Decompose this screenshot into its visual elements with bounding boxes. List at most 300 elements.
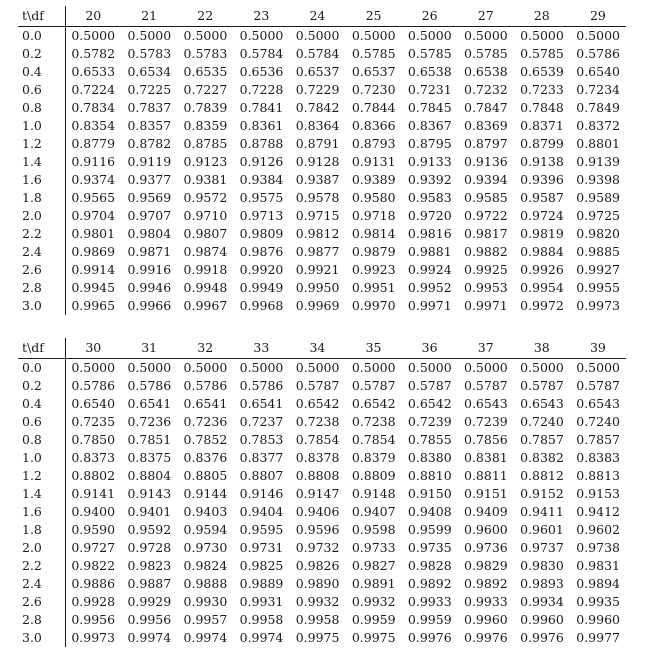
- probability-cell: 0.9824: [183, 558, 228, 573]
- df-header: 35: [345, 338, 401, 359]
- probability-cell: 0.9916: [127, 262, 172, 277]
- probability-cell: 0.9969: [295, 298, 340, 313]
- probability-cell: 0.9884: [520, 244, 564, 259]
- probability-cell: 0.5000: [520, 360, 564, 375]
- probability-cell: 0.9148: [351, 486, 396, 501]
- probability-cell: 0.9920: [239, 262, 284, 277]
- probability-cell: 0.7225: [127, 82, 172, 97]
- probability-cell: 0.9732: [295, 540, 340, 555]
- t-value: 3.0: [18, 629, 65, 647]
- probability-cell: 0.9403: [183, 504, 228, 519]
- t-value: 2.4: [18, 243, 65, 261]
- table-row: [18, 153, 626, 171]
- probability-cell: 0.6542: [351, 396, 396, 411]
- probability-cell: 0.6538: [464, 64, 508, 79]
- probability-cell: 0.9707: [127, 208, 172, 223]
- t-value: 2.2: [18, 225, 65, 243]
- table-row: [18, 521, 626, 539]
- probability-cell: 0.9411: [520, 504, 564, 519]
- probability-cell: 0.9409: [464, 504, 508, 519]
- t-value: 2.2: [18, 557, 65, 575]
- probability-cell: 0.9722: [464, 208, 508, 223]
- probability-cell: 0.6542: [295, 396, 340, 411]
- df-header: 28: [514, 6, 570, 27]
- probability-cell: 0.9126: [239, 154, 284, 169]
- probability-cell: 0.9892: [407, 576, 452, 591]
- t-value: 0.2: [18, 45, 65, 63]
- probability-cell: 0.9948: [183, 280, 228, 295]
- probability-cell: 0.9894: [576, 576, 620, 591]
- table-row: [18, 557, 626, 575]
- probability-cell: 0.8354: [71, 118, 116, 133]
- probability-cell: 0.5000: [520, 28, 564, 43]
- probability-cell: 0.9713: [239, 208, 284, 223]
- probability-cell: 0.9151: [464, 486, 508, 501]
- probability-cell: 0.9809: [239, 226, 284, 241]
- probability-cell: 0.9150: [407, 486, 452, 501]
- probability-cell: 0.8809: [351, 468, 396, 483]
- probability-cell: 0.8381: [464, 450, 508, 465]
- probability-cell: 0.9976: [520, 630, 564, 645]
- probability-cell: 0.8366: [351, 118, 396, 133]
- probability-cell: 0.9569: [127, 190, 172, 205]
- probability-cell: 0.8802: [71, 468, 116, 483]
- probability-cell: 0.9814: [351, 226, 396, 241]
- probability-cell: 0.9394: [464, 172, 508, 187]
- probability-cell: 0.5783: [183, 46, 228, 61]
- table-row: [18, 467, 626, 485]
- probability-cell: 0.9377: [127, 172, 172, 187]
- probability-cell: 0.8383: [576, 450, 620, 465]
- probability-cell: 0.5784: [295, 46, 340, 61]
- probability-cell: 0.9958: [295, 612, 340, 627]
- probability-cell: 0.8808: [295, 468, 340, 483]
- probability-cell: 0.9891: [351, 576, 396, 591]
- t-value: 0.0: [18, 359, 65, 378]
- t-value: 0.2: [18, 377, 65, 395]
- probability-cell: 0.9400: [71, 504, 116, 519]
- probability-cell: 0.9930: [183, 594, 228, 609]
- probability-cell: 0.9926: [520, 262, 564, 277]
- probability-cell: 0.9974: [183, 630, 228, 645]
- probability-cell: 0.9801: [71, 226, 116, 241]
- probability-cell: 0.9924: [407, 262, 452, 277]
- t-distribution-table-df-20-29: [18, 6, 626, 315]
- t-value: 2.8: [18, 611, 65, 629]
- t-value: 0.6: [18, 81, 65, 99]
- t-value: 1.0: [18, 449, 65, 467]
- t-value: 0.6: [18, 413, 65, 431]
- probability-cell: 0.8810: [407, 468, 452, 483]
- probability-cell: 0.9829: [464, 558, 508, 573]
- probability-cell: 0.9596: [295, 522, 340, 537]
- probability-cell: 0.6541: [127, 396, 172, 411]
- probability-cell: 0.6541: [239, 396, 284, 411]
- probability-cell: 0.9960: [576, 612, 620, 627]
- probability-cell: 0.9136: [464, 154, 508, 169]
- probability-cell: 0.6535: [183, 64, 228, 79]
- probability-cell: 0.9823: [127, 558, 172, 573]
- probability-cell: 0.9578: [295, 190, 340, 205]
- df-header: 36: [402, 338, 458, 359]
- probability-cell: 0.9374: [71, 172, 116, 187]
- probability-cell: 0.5787: [464, 378, 508, 393]
- t-value: 1.4: [18, 153, 65, 171]
- probability-cell: 0.6543: [576, 396, 620, 411]
- probability-cell: 0.8801: [576, 136, 620, 151]
- probability-cell: 0.8361: [239, 118, 284, 133]
- table-row: [18, 117, 626, 135]
- t-value: 0.8: [18, 99, 65, 117]
- probability-cell: 0.9119: [127, 154, 172, 169]
- probability-cell: 0.9396: [520, 172, 564, 187]
- probability-cell: 0.9715: [295, 208, 340, 223]
- probability-cell: 0.9731: [239, 540, 284, 555]
- probability-cell: 0.9975: [295, 630, 340, 645]
- probability-cell: 0.9401: [127, 504, 172, 519]
- df-header: 29: [570, 6, 626, 27]
- probability-cell: 0.9812: [295, 226, 340, 241]
- probability-cell: 0.9565: [71, 190, 116, 205]
- probability-cell: 0.9934: [520, 594, 564, 609]
- t-value: 1.6: [18, 503, 65, 521]
- probability-cell: 0.5000: [239, 360, 284, 375]
- probability-cell: 0.7227: [183, 82, 228, 97]
- probability-cell: 0.9959: [351, 612, 396, 627]
- df-header: 26: [402, 6, 458, 27]
- probability-cell: 0.9932: [351, 594, 396, 609]
- probability-cell: 0.8380: [407, 450, 452, 465]
- table-row: [18, 297, 626, 315]
- probability-cell: 0.8791: [295, 136, 340, 151]
- probability-cell: 0.8377: [239, 450, 284, 465]
- probability-cell: 0.9923: [351, 262, 396, 277]
- probability-cell: 0.9710: [183, 208, 228, 223]
- probability-cell: 0.9927: [576, 262, 620, 277]
- probability-cell: 0.9572: [183, 190, 228, 205]
- probability-cell: 0.9877: [295, 244, 340, 259]
- probability-cell: 0.6534: [127, 64, 172, 79]
- probability-cell: 0.5783: [127, 46, 172, 61]
- probability-cell: 0.9976: [407, 630, 452, 645]
- probability-cell: 0.9141: [71, 486, 116, 501]
- df-header: 22: [177, 6, 233, 27]
- probability-cell: 0.9585: [464, 190, 508, 205]
- probability-cell: 0.9888: [183, 576, 228, 591]
- probability-cell: 0.9718: [351, 208, 396, 223]
- probability-cell: 0.7837: [127, 100, 172, 115]
- df-header: 30: [65, 338, 121, 359]
- probability-cell: 0.9892: [464, 576, 508, 591]
- probability-cell: 0.8804: [127, 468, 172, 483]
- probability-cell: 0.5000: [407, 360, 452, 375]
- probability-cell: 0.9946: [127, 280, 172, 295]
- probability-cell: 0.8359: [183, 118, 228, 133]
- probability-cell: 0.5786: [71, 378, 116, 393]
- probability-cell: 0.9889: [239, 576, 284, 591]
- probability-cell: 0.5787: [295, 378, 340, 393]
- table-row: [18, 395, 626, 413]
- probability-cell: 0.9822: [71, 558, 116, 573]
- table-row: [18, 243, 626, 261]
- probability-cell: 0.7240: [576, 414, 620, 429]
- probability-cell: 0.6543: [520, 396, 564, 411]
- probability-cell: 0.9128: [295, 154, 340, 169]
- table-row: [18, 189, 626, 207]
- probability-cell: 0.5000: [127, 360, 172, 375]
- t-value: 1.2: [18, 135, 65, 153]
- probability-cell: 0.7842: [295, 100, 340, 115]
- probability-cell: 0.6542: [407, 396, 452, 411]
- probability-cell: 0.8364: [295, 118, 340, 133]
- probability-cell: 0.5000: [239, 28, 284, 43]
- df-header: 32: [177, 338, 233, 359]
- probability-cell: 0.9138: [520, 154, 564, 169]
- probability-cell: 0.9952: [407, 280, 452, 295]
- probability-cell: 0.9387: [295, 172, 340, 187]
- table-row: [18, 485, 626, 503]
- probability-cell: 0.5000: [295, 360, 340, 375]
- probability-cell: 0.5000: [576, 360, 620, 375]
- table-row: [18, 449, 626, 467]
- table-row: [18, 377, 626, 395]
- probability-cell: 0.9879: [351, 244, 396, 259]
- probability-cell: 0.8378: [295, 450, 340, 465]
- table-row: [18, 27, 626, 46]
- probability-cell: 0.9956: [71, 612, 116, 627]
- table-row: [18, 225, 626, 243]
- probability-cell: 0.9602: [576, 522, 620, 537]
- probability-cell: 0.9931: [239, 594, 284, 609]
- probability-cell: 0.9871: [127, 244, 172, 259]
- t-value: 2.6: [18, 261, 65, 279]
- t-value: 1.2: [18, 467, 65, 485]
- probability-cell: 0.9384: [239, 172, 284, 187]
- probability-cell: 0.9389: [351, 172, 396, 187]
- t-value: 0.4: [18, 395, 65, 413]
- probability-cell: 0.6533: [71, 64, 116, 79]
- probability-cell: 0.9827: [351, 558, 396, 573]
- probability-cell: 0.9736: [464, 540, 508, 555]
- probability-cell: 0.9133: [407, 154, 452, 169]
- probability-cell: 0.9589: [576, 190, 620, 205]
- probability-cell: 0.9412: [576, 504, 620, 519]
- probability-cell: 0.9914: [71, 262, 116, 277]
- t-value: 2.6: [18, 593, 65, 611]
- table-row: [18, 45, 626, 63]
- corner-label: t\df: [18, 338, 65, 359]
- probability-cell: 0.9575: [239, 190, 284, 205]
- probability-cell: 0.9973: [71, 630, 116, 645]
- table-row: [18, 611, 626, 629]
- probability-cell: 0.9587: [520, 190, 564, 205]
- df-header: 21: [121, 6, 177, 27]
- probability-cell: 0.8807: [239, 468, 284, 483]
- probability-cell: 0.9704: [71, 208, 116, 223]
- probability-cell: 0.7239: [407, 414, 452, 429]
- header-row: [18, 6, 626, 27]
- table-row: [18, 207, 626, 225]
- probability-cell: 0.9738: [576, 540, 620, 555]
- probability-cell: 0.9398: [576, 172, 620, 187]
- probability-cell: 0.9152: [520, 486, 564, 501]
- table-row: [18, 431, 626, 449]
- probability-cell: 0.9816: [407, 226, 452, 241]
- df-header: 25: [345, 6, 401, 27]
- probability-cell: 0.9972: [520, 298, 564, 313]
- probability-cell: 0.5000: [127, 28, 172, 43]
- probability-cell: 0.9724: [520, 208, 564, 223]
- probability-cell: 0.6537: [295, 64, 340, 79]
- probability-cell: 0.9381: [183, 172, 228, 187]
- probability-cell: 0.9147: [295, 486, 340, 501]
- probability-cell: 0.6536: [239, 64, 284, 79]
- table-row: [18, 81, 626, 99]
- t-value: 0.0: [18, 27, 65, 46]
- probability-cell: 0.9968: [239, 298, 284, 313]
- probability-cell: 0.5000: [464, 28, 508, 43]
- probability-cell: 0.9404: [239, 504, 284, 519]
- probability-cell: 0.7232: [464, 82, 508, 97]
- probability-cell: 0.9882: [464, 244, 508, 259]
- probability-cell: 0.6543: [464, 396, 508, 411]
- probability-cell: 0.9727: [71, 540, 116, 555]
- df-header: 24: [289, 6, 345, 27]
- probability-cell: 0.5786: [576, 46, 620, 61]
- probability-cell: 0.5786: [239, 378, 284, 393]
- probability-cell: 0.5000: [407, 28, 452, 43]
- probability-cell: 0.9890: [295, 576, 340, 591]
- probability-cell: 0.9967: [183, 298, 228, 313]
- probability-cell: 0.8799: [520, 136, 564, 151]
- table-row: [18, 413, 626, 431]
- probability-cell: 0.8379: [351, 450, 396, 465]
- probability-cell: 0.9807: [183, 226, 228, 241]
- table-row: [18, 279, 626, 297]
- probability-cell: 0.9601: [520, 522, 564, 537]
- table-row: [18, 503, 626, 521]
- probability-cell: 0.7857: [520, 432, 564, 447]
- table-row: [18, 171, 626, 189]
- probability-cell: 0.9146: [239, 486, 284, 501]
- probability-cell: 0.7857: [576, 432, 620, 447]
- df-header: 38: [514, 338, 570, 359]
- t-value: 2.8: [18, 279, 65, 297]
- t-value: 3.0: [18, 297, 65, 315]
- probability-cell: 0.8375: [127, 450, 172, 465]
- probability-cell: 0.9869: [71, 244, 116, 259]
- probability-cell: 0.9583: [407, 190, 452, 205]
- probability-cell: 0.5000: [295, 28, 340, 43]
- probability-cell: 0.9592: [127, 522, 172, 537]
- probability-cell: 0.5000: [576, 28, 620, 43]
- probability-cell: 0.8811: [464, 468, 508, 483]
- probability-cell: 0.8813: [576, 468, 620, 483]
- probability-cell: 0.9958: [239, 612, 284, 627]
- t-value: 0.8: [18, 431, 65, 449]
- probability-cell: 0.8779: [71, 136, 116, 151]
- probability-cell: 0.6538: [407, 64, 452, 79]
- probability-cell: 0.7849: [576, 100, 620, 115]
- probability-cell: 0.8795: [407, 136, 452, 151]
- probability-cell: 0.9594: [183, 522, 228, 537]
- probability-cell: 0.9599: [407, 522, 452, 537]
- header-row: [18, 338, 626, 359]
- probability-cell: 0.7856: [464, 432, 508, 447]
- probability-cell: 0.6541: [183, 396, 228, 411]
- probability-cell: 0.8812: [520, 468, 564, 483]
- probability-cell: 0.8785: [183, 136, 228, 151]
- probability-cell: 0.6540: [576, 64, 620, 79]
- probability-cell: 0.9600: [464, 522, 508, 537]
- probability-cell: 0.9392: [407, 172, 452, 187]
- probability-cell: 0.5000: [351, 360, 396, 375]
- probability-cell: 0.7855: [407, 432, 452, 447]
- probability-cell: 0.9973: [576, 298, 620, 313]
- probability-cell: 0.7239: [464, 414, 508, 429]
- probability-cell: 0.8371: [520, 118, 564, 133]
- probability-cell: 0.7230: [351, 82, 396, 97]
- probability-cell: 0.9965: [71, 298, 116, 313]
- probability-cell: 0.9874: [183, 244, 228, 259]
- probability-cell: 0.8367: [407, 118, 452, 133]
- probability-cell: 0.9825: [239, 558, 284, 573]
- corner-label: t\df: [18, 6, 65, 27]
- t-value: 2.0: [18, 207, 65, 225]
- probability-cell: 0.7228: [239, 82, 284, 97]
- probability-cell: 0.7231: [407, 82, 452, 97]
- probability-cell: 0.9955: [576, 280, 620, 295]
- probability-cell: 0.9826: [295, 558, 340, 573]
- probability-cell: 0.9407: [351, 504, 396, 519]
- t-value: 0.4: [18, 63, 65, 81]
- probability-cell: 0.7240: [520, 414, 564, 429]
- probability-cell: 0.5786: [127, 378, 172, 393]
- probability-cell: 0.7844: [351, 100, 396, 115]
- probability-cell: 0.9881: [407, 244, 452, 259]
- probability-cell: 0.7845: [407, 100, 452, 115]
- probability-cell: 0.9590: [71, 522, 116, 537]
- probability-cell: 0.9893: [520, 576, 564, 591]
- probability-cell: 0.9116: [71, 154, 116, 169]
- table-row: [18, 575, 626, 593]
- table-row: [18, 261, 626, 279]
- probability-cell: 0.9595: [239, 522, 284, 537]
- probability-cell: 0.9971: [407, 298, 452, 313]
- probability-cell: 0.9733: [351, 540, 396, 555]
- probability-cell: 0.7834: [71, 100, 116, 115]
- probability-cell: 0.9932: [295, 594, 340, 609]
- t-value: 1.6: [18, 171, 65, 189]
- probability-cell: 0.7851: [127, 432, 172, 447]
- probability-cell: 0.7854: [295, 432, 340, 447]
- probability-cell: 0.7848: [520, 100, 564, 115]
- probability-cell: 0.9737: [520, 540, 564, 555]
- probability-cell: 0.8357: [127, 118, 172, 133]
- probability-cell: 0.9975: [351, 630, 396, 645]
- df-header: 33: [233, 338, 289, 359]
- probability-cell: 0.9956: [127, 612, 172, 627]
- probability-cell: 0.9406: [295, 504, 340, 519]
- t-distribution-table-df-30-39: [18, 338, 626, 647]
- probability-cell: 0.9935: [576, 594, 620, 609]
- probability-cell: 0.9831: [576, 558, 620, 573]
- probability-cell: 0.7854: [351, 432, 396, 447]
- table-row: [18, 135, 626, 153]
- probability-cell: 0.8373: [71, 450, 116, 465]
- probability-cell: 0.8782: [127, 136, 172, 151]
- probability-cell: 0.9885: [576, 244, 620, 259]
